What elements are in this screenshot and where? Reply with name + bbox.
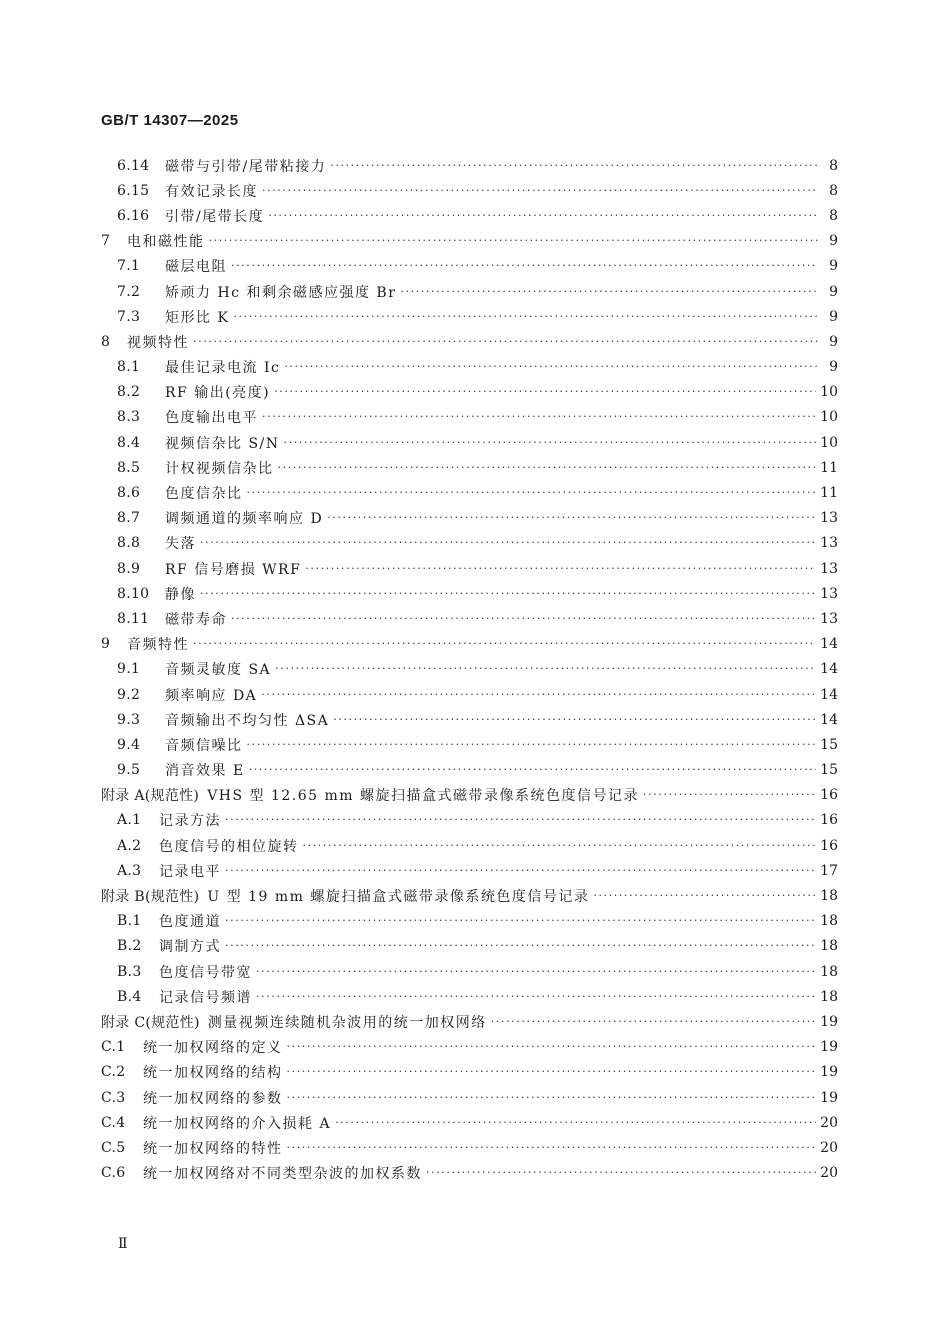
toc-entry-number: 7.2 (117, 283, 141, 300)
toc-entry[interactable] (101, 506, 838, 531)
dot-leader (593, 889, 816, 903)
toc-entry-page: 13 (820, 560, 838, 577)
toc-entry-page: 20 (820, 1139, 838, 1156)
toc-entry-number: 8.2 (117, 384, 141, 401)
toc-entry-title: 频率响应 DA (165, 687, 258, 704)
toc-entry-title: RF 信号磨损 WRF (165, 561, 302, 578)
toc-entry-title: 统一加权网络的定义 (143, 1040, 283, 1057)
dot-leader (268, 209, 818, 223)
toc-entry-number: C.3 (101, 1089, 126, 1106)
dot-leader (274, 385, 816, 399)
toc-entry[interactable] (101, 1135, 838, 1160)
toc-entry-title: 音频信噪比 (165, 737, 243, 754)
page-number: Ⅱ (118, 1236, 128, 1252)
toc-entry[interactable] (101, 1060, 838, 1085)
toc-entry-number: 附录 A(规范性) (101, 788, 200, 805)
dot-leader (261, 688, 816, 702)
toc-entry-title: 视频特性 (127, 334, 189, 351)
toc-entry[interactable] (101, 758, 838, 783)
dot-leader (225, 813, 816, 827)
toc-entry[interactable] (101, 455, 838, 480)
toc-entry[interactable] (101, 405, 838, 430)
toc-entry-title: 音频特性 (127, 637, 189, 654)
toc-entry-title: 统一加权网络的特性 (143, 1140, 283, 1157)
toc-entry-page: 9 (829, 258, 838, 275)
toc-entry-page: 14 (820, 686, 838, 703)
toc-entry-page: 19 (820, 1064, 838, 1081)
dot-leader (200, 536, 816, 550)
toc-entry-page: 18 (820, 888, 838, 905)
toc-entry-number: 8.4 (117, 434, 141, 451)
toc-entry-page: 17 (820, 862, 838, 879)
toc-entry-number: C.6 (101, 1165, 126, 1182)
toc-entry-title: 色度信号的相位旋转 (159, 838, 299, 855)
toc-entry-page: 9 (829, 333, 838, 350)
toc-entry-title: 矫顽力 Hc 和剩余磁感应强度 Br (165, 284, 397, 301)
toc-entry-page: 16 (820, 837, 838, 854)
dot-leader (287, 1141, 817, 1155)
toc-entry-number: 7.3 (117, 308, 141, 325)
toc-entry-page: 14 (820, 711, 838, 728)
toc-entry[interactable] (101, 480, 838, 505)
toc-entry-title: 矩形比 K (165, 309, 230, 326)
toc-entry-page: 20 (820, 1114, 838, 1131)
toc-entry-page: 9 (829, 308, 838, 325)
toc-entry-page: 15 (820, 762, 838, 779)
dot-leader (225, 864, 816, 878)
toc-entry-page: 8 (829, 157, 838, 174)
toc-entry-number: 6.15 (117, 182, 150, 199)
toc-entry-number: C.5 (101, 1139, 126, 1156)
toc-entry[interactable] (101, 581, 838, 606)
toc-entry-page: 16 (820, 787, 838, 804)
dot-leader (247, 738, 817, 752)
toc-entry[interactable] (101, 783, 838, 808)
dot-leader (400, 285, 818, 299)
toc-entry[interactable] (101, 984, 838, 1009)
dot-leader (262, 410, 816, 424)
toc-entry[interactable] (101, 632, 838, 657)
toc-entry[interactable] (101, 556, 838, 581)
dot-leader (643, 788, 816, 802)
toc-entry-number: C.2 (101, 1064, 126, 1081)
toc-entry-page: 11 (820, 459, 838, 476)
toc-entry-title: 磁带寿命 (165, 611, 227, 628)
toc-entry-number: 7 (101, 233, 111, 250)
toc-entry-title: 电和磁性能 (127, 234, 205, 251)
toc-entry-number: 8.11 (117, 610, 150, 627)
toc-entry-title: RF 输出(亮度) (165, 385, 271, 402)
toc-entry-title: 有效记录长度 (165, 183, 258, 200)
dot-leader (426, 1166, 816, 1180)
dot-leader (287, 1040, 817, 1054)
toc-entry-page: 13 (820, 610, 838, 627)
toc-entry-number: B.1 (117, 913, 142, 930)
toc-entry[interactable] (101, 203, 838, 228)
toc-entry-number: A.3 (117, 862, 142, 879)
toc-entry[interactable] (101, 707, 838, 732)
toc-entry-number: A.2 (117, 837, 142, 854)
toc-entry[interactable] (101, 1035, 838, 1060)
toc-entry-page: 18 (820, 988, 838, 1005)
toc-entry-page: 10 (820, 384, 838, 401)
toc-entry[interactable] (101, 1085, 838, 1110)
toc-entry-title: 磁带与引带/尾带粘接力 (165, 158, 327, 175)
toc-entry-page: 13 (820, 585, 838, 602)
toc-entry-title: 色度信号带宽 (159, 964, 252, 981)
dot-leader (303, 839, 817, 853)
dot-leader (333, 713, 816, 727)
toc-entry-title: 记录方法 (159, 813, 221, 830)
dot-leader (262, 184, 818, 198)
toc-entry[interactable] (101, 808, 838, 833)
toc-entry-number: C.1 (101, 1039, 126, 1056)
toc-entry-title: 记录电平 (159, 863, 221, 880)
toc-entry[interactable] (101, 883, 838, 908)
toc-entry-number: 9.4 (117, 736, 141, 753)
toc-entry[interactable] (101, 329, 838, 354)
toc-entry-title: VHS 型 12.65 mm 螺旋扫描盒式磁带录像系统色度信号记录 (207, 788, 640, 805)
toc-entry-page: 8 (829, 182, 838, 199)
toc-entry-title: 统一加权网络的参数 (143, 1090, 283, 1107)
toc-entry-title: 磁层电阻 (165, 259, 227, 276)
toc-entry-title: 视频信杂比 S/N (165, 435, 280, 452)
dot-leader (491, 1015, 816, 1029)
toc-entry-page: 10 (820, 409, 838, 426)
dot-leader (275, 662, 816, 676)
table-of-contents (101, 153, 838, 1186)
toc-entry[interactable] (101, 959, 838, 984)
toc-entry[interactable] (101, 1161, 838, 1186)
toc-entry-title: 色度信杂比 (165, 486, 243, 503)
dot-leader (256, 965, 816, 979)
toc-entry-page: 13 (820, 535, 838, 552)
toc-entry-title: 失落 (165, 536, 196, 553)
dot-leader (225, 914, 816, 928)
toc-entry-page: 14 (820, 636, 838, 653)
toc-entry-number: C.4 (101, 1114, 126, 1131)
toc-entry[interactable] (101, 380, 838, 405)
toc-entry[interactable] (101, 531, 838, 556)
toc-entry-page: 16 (820, 812, 838, 829)
toc-entry-page: 8 (829, 207, 838, 224)
toc-entry-number: 7.1 (117, 258, 141, 275)
toc-entry-number: 8.1 (117, 359, 141, 376)
toc-entry-number: 8.9 (117, 560, 141, 577)
toc-entry[interactable] (101, 430, 838, 455)
toc-entry-page: 20 (820, 1165, 838, 1182)
toc-entry-title: 音频灵敏度 SA (165, 662, 272, 679)
toc-entry-number: 9.1 (117, 661, 141, 678)
toc-entry-page: 15 (820, 736, 838, 753)
toc-entry[interactable] (101, 833, 838, 858)
toc-entry-number: 8.3 (117, 409, 141, 426)
toc-entry-number: B.3 (117, 963, 142, 980)
toc-entry-page: 18 (820, 963, 838, 980)
toc-entry-page: 9 (829, 359, 838, 376)
toc-entry-number: 附录 C(规范性) (101, 1014, 200, 1031)
dot-leader (225, 939, 816, 953)
dot-leader (327, 511, 816, 525)
toc-entry-number: 6.16 (117, 207, 150, 224)
toc-entry-number: 6.14 (117, 157, 150, 174)
toc-entry-page: 19 (820, 1039, 838, 1056)
standard-code: GB/T 14307—2025 (101, 112, 239, 129)
toc-entry-page: 18 (820, 913, 838, 930)
toc-entry[interactable] (101, 153, 838, 178)
toc-entry[interactable] (101, 254, 838, 279)
toc-entry[interactable] (101, 1110, 838, 1135)
dot-leader (284, 436, 817, 450)
toc-entry-page: 18 (820, 938, 838, 955)
toc-entry-title: 音频输出不均匀性 ΔSA (165, 712, 330, 729)
toc-entry-number: A.1 (117, 812, 142, 829)
dot-leader (233, 310, 818, 324)
toc-entry-title: 测量视频连续随机杂波用的统一加权网络 (207, 1014, 487, 1031)
toc-entry-number: 8.6 (117, 485, 141, 502)
toc-entry[interactable] (101, 858, 838, 883)
toc-entry-title: 调频通道的频率响应 D (165, 511, 324, 528)
toc-entry[interactable] (101, 1009, 838, 1034)
toc-entry-page: 9 (829, 233, 838, 250)
toc-entry-title: 最佳记录电流 Ic (165, 360, 281, 377)
toc-entry[interactable] (101, 355, 838, 380)
toc-entry-number: 8.10 (117, 585, 150, 602)
toc-entry-number: 9.2 (117, 686, 141, 703)
dot-leader (231, 259, 818, 273)
toc-entry-title: 统一加权网络对不同类型杂波的加权系数 (143, 1166, 422, 1183)
toc-entry[interactable] (101, 909, 838, 934)
toc-entry-page: 13 (820, 510, 838, 527)
dot-leader (278, 461, 817, 475)
toc-entry-title: 统一加权网络的介入损耗 A (143, 1115, 332, 1132)
toc-entry[interactable] (101, 934, 838, 959)
dot-leader (200, 587, 816, 601)
toc-entry-title: 计权视频信杂比 (165, 460, 274, 477)
toc-entry-title: 色度输出电平 (165, 410, 258, 427)
dot-leader (287, 1091, 817, 1105)
toc-entry-page: 10 (820, 434, 838, 451)
toc-entry[interactable] (101, 304, 838, 329)
toc-entry-page: 11 (820, 485, 838, 502)
toc-entry-title: 调制方式 (159, 939, 221, 956)
toc-entry-number: B.2 (117, 938, 142, 955)
toc-entry-number: B.4 (117, 988, 142, 1005)
toc-entry-number: 9.5 (117, 762, 141, 779)
toc-entry-title: 记录信号频谱 (159, 989, 252, 1006)
toc-entry-title: 色度通道 (159, 914, 221, 931)
dot-leader (330, 159, 818, 173)
toc-entry-title: 消音效果 E (165, 763, 245, 780)
dot-leader (193, 335, 818, 349)
dot-leader (287, 1065, 817, 1079)
toc-entry-page: 14 (820, 661, 838, 678)
toc-entry[interactable] (101, 229, 838, 254)
dot-leader (209, 234, 819, 248)
toc-entry-number: 9.3 (117, 711, 141, 728)
toc-entry[interactable] (101, 657, 838, 682)
toc-entry-number: 9 (101, 636, 111, 653)
dot-leader (305, 562, 816, 576)
toc-entry-title: 统一加权网络的结构 (143, 1065, 283, 1082)
dot-leader (256, 990, 816, 1004)
toc-entry[interactable] (101, 732, 838, 757)
dot-leader (335, 1116, 816, 1130)
toc-entry-title: U 型 19 mm 螺旋扫描盒式磁带录像系统色度信号记录 (207, 889, 590, 906)
dot-leader (193, 637, 816, 651)
toc-entry-number: 附录 B(规范性) (101, 889, 200, 906)
dot-leader (249, 763, 817, 777)
toc-entry[interactable] (101, 279, 838, 304)
dot-leader (231, 612, 816, 626)
toc-entry-title: 引带/尾带长度 (165, 208, 265, 225)
dot-leader (284, 360, 818, 374)
toc-entry-number: 8.7 (117, 510, 141, 527)
toc-entry[interactable] (101, 178, 838, 203)
toc-entry-page: 9 (829, 283, 838, 300)
toc-entry-title: 静像 (165, 586, 196, 603)
toc-entry-page: 19 (820, 1089, 838, 1106)
toc-entry[interactable] (101, 682, 838, 707)
toc-entry[interactable] (101, 606, 838, 631)
toc-entry-page: 19 (820, 1013, 838, 1030)
dot-leader (247, 486, 817, 500)
toc-entry-number: 8.5 (117, 459, 141, 476)
toc-entry-number: 8 (101, 333, 111, 350)
toc-entry-number: 8.8 (117, 535, 141, 552)
